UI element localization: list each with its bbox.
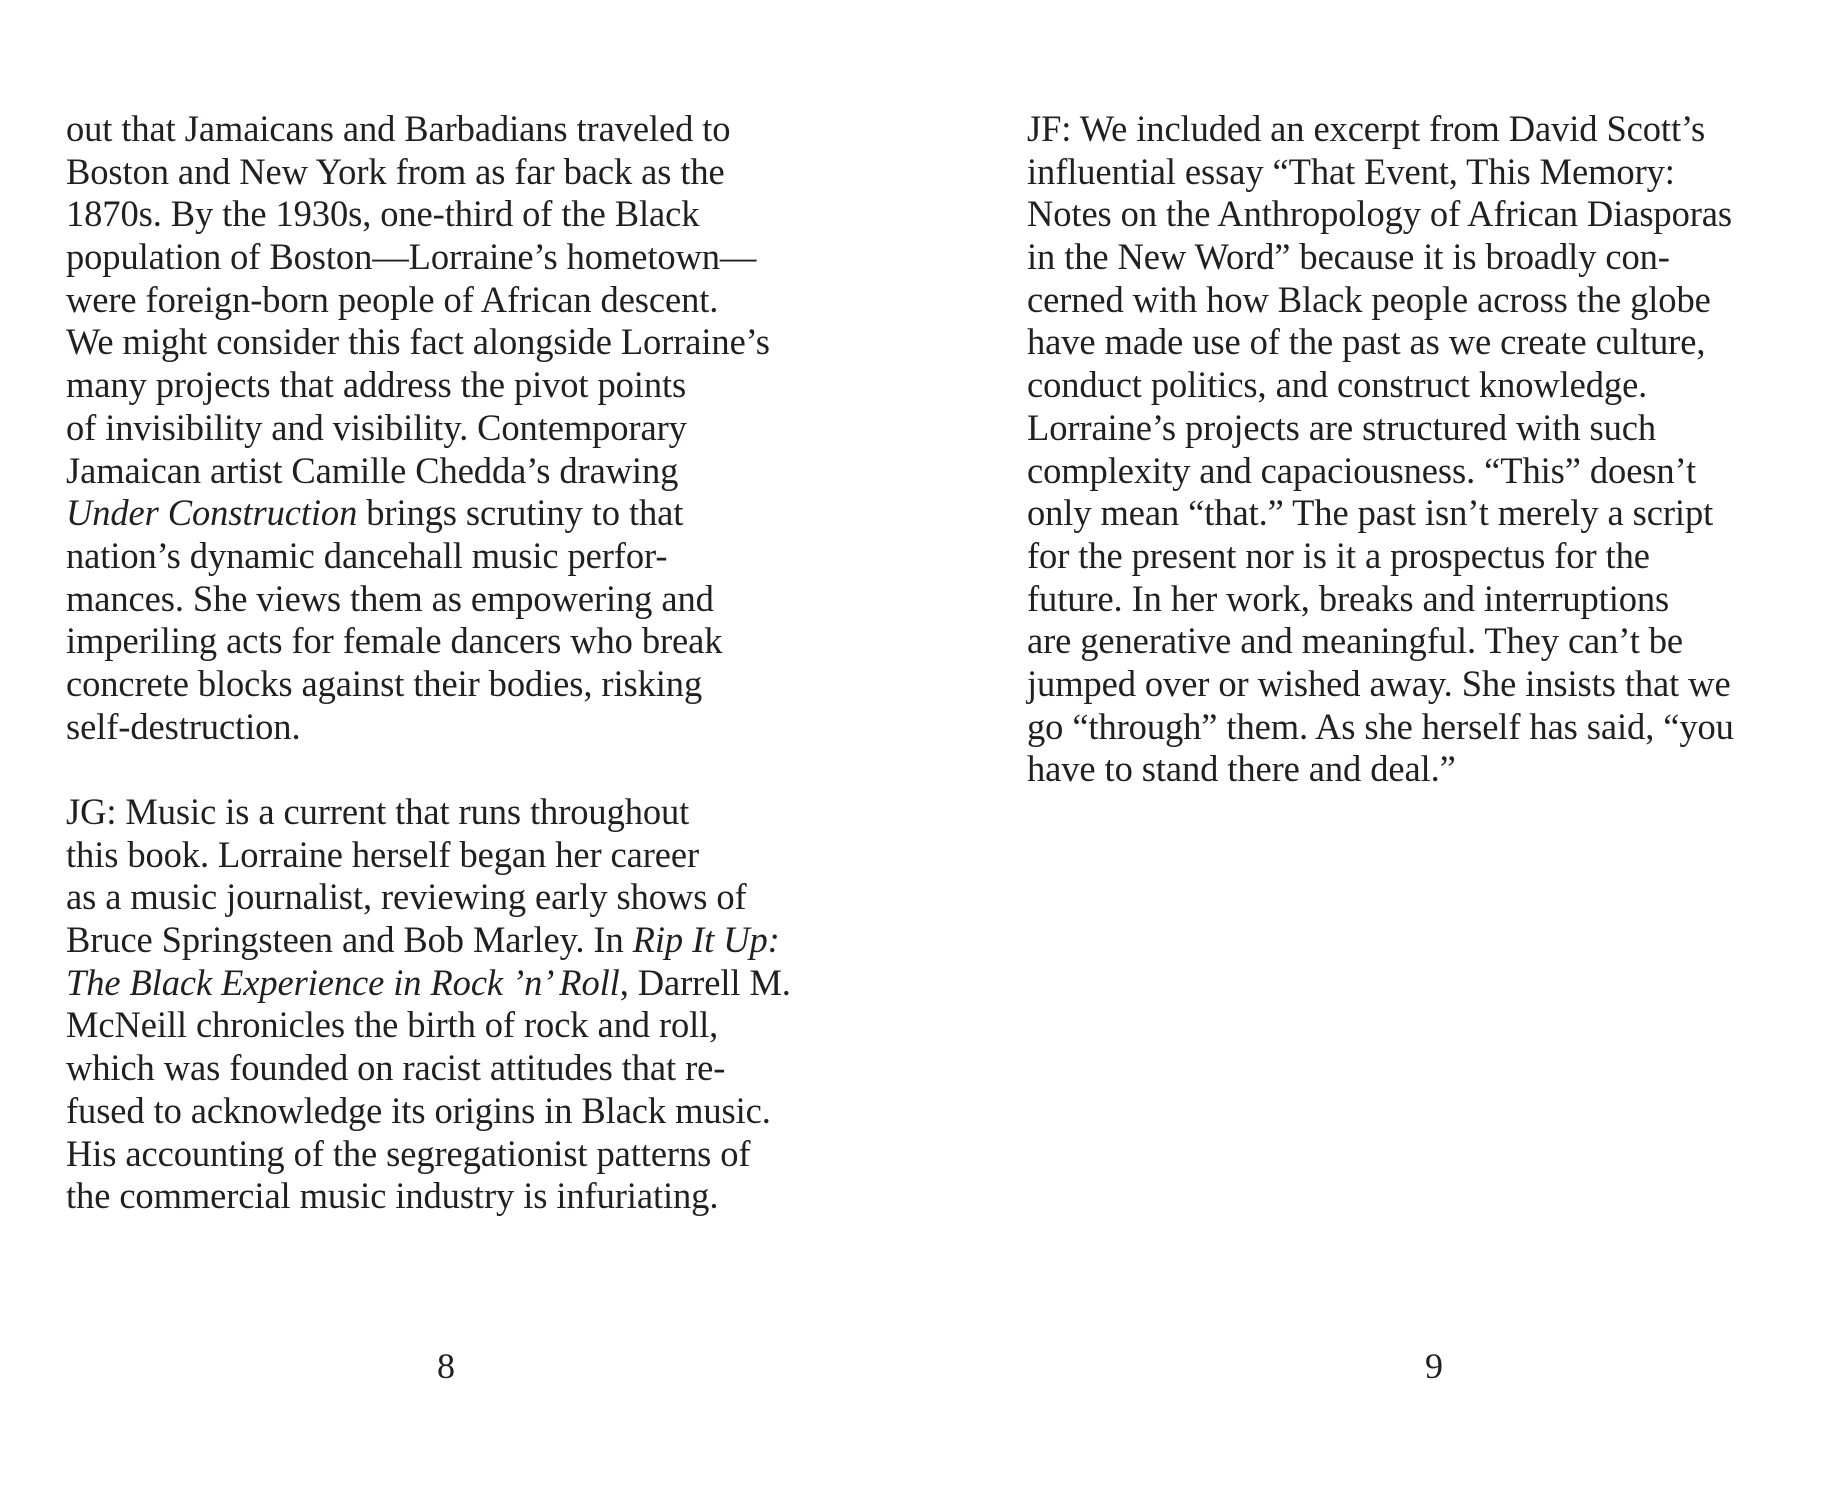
text-line: 1870s. By the 1930s, one-third of the Black: [66, 193, 700, 235]
text-line: nation’s dynamic dancehall music perfor-: [66, 534, 668, 576]
right-page: [921, 0, 1842, 1500]
text-line: many projects that address the pivot points: [66, 364, 687, 406]
text-line: are generative and meaningful. They can’t be: [1027, 620, 1684, 662]
text-line: out that Jamaicans and Barbadians traveled to: [66, 108, 731, 149]
text-line: this book. Lorraine herself began her career: [66, 833, 700, 875]
text-line: cerned with how Black people across the globe: [1027, 278, 1711, 320]
text-line: go “through” them. As she herself has said, “you: [1027, 705, 1734, 747]
text-line: [66, 962, 791, 1005]
text-line: McNeill chronicles the birth of rock and roll,: [66, 1004, 719, 1046]
text-line: Boston and New York from as far back as the: [66, 150, 725, 192]
text-line: the commercial music industry is infuriating.: [66, 1175, 719, 1217]
text-line: influential essay “That Event, This Memory:: [1027, 150, 1675, 192]
page-number: 8: [437, 1346, 455, 1386]
text-line: [66, 492, 791, 535]
text-line: of invisibility and visibility. Contemporary: [66, 406, 687, 448]
text-line: concrete blocks against their bodies, risking: [66, 662, 703, 704]
text-line: for the present nor is it a prospectus for the: [1027, 534, 1650, 576]
text-line: imperiling acts for female dancers who break: [66, 620, 723, 662]
text-line: [66, 919, 791, 962]
text-line: conduct politics, and construct knowledge.: [1027, 364, 1648, 406]
text-line: as a music journalist, reviewing early shows of: [66, 876, 747, 918]
text-line: jumped over or wished away. She insists that we: [1027, 662, 1731, 704]
text-line: JF: We included an excerpt from David Scott’s: [1027, 108, 1706, 149]
text-line: self-destruction.: [66, 705, 301, 747]
text-line: His accounting of the segregationist patterns of: [66, 1132, 751, 1174]
text-line: JG: Music is a current that runs throughout: [66, 791, 690, 832]
text-line: Lorraine’s projects are structured with such: [1027, 406, 1657, 448]
text-line: We might consider this fact alongside Lorraine’s: [66, 321, 770, 363]
text-segment: , Darrell M.: [619, 961, 791, 1003]
book-title: The Black Experience in Rock ’n’ Roll: [66, 961, 620, 1003]
book-title: Rip It Up:: [632, 919, 780, 961]
artwork-title: Under Construction: [66, 492, 358, 534]
text-segment: brings scrutiny to that: [357, 492, 684, 534]
paragraph-gap: [66, 748, 791, 791]
text-line: only mean “that.” The past isn’t merely a script: [1027, 492, 1714, 534]
text-segment: Bruce Springsteen and Bob Marley. In: [66, 919, 633, 961]
text-line: complexity and capaciousness. “This” doesn’t: [1027, 449, 1696, 491]
left-page-text: [66, 108, 791, 1218]
text-line: future. In her work, breaks and interruptions: [1027, 577, 1670, 619]
text-line: population of Boston—Lorraine’s hometown—: [66, 236, 757, 278]
right-page-text: [1027, 108, 1734, 791]
text-line: Notes on the Anthropology of African Diasporas: [1027, 193, 1732, 235]
text-line: mances. She views them as empowering and: [66, 577, 714, 619]
text-line: have made use of the past as we create culture,: [1027, 321, 1706, 363]
text-line: Jamaican artist Camille Chedda’s drawing: [66, 449, 679, 491]
text-line: were foreign-born people of African descent.: [66, 278, 719, 320]
text-line: have to stand there and deal.”: [1027, 748, 1456, 790]
page-number: 9: [1425, 1346, 1443, 1386]
text-line: which was founded on racist attitudes that re-: [66, 1047, 726, 1089]
text-line: fused to acknowledge its origins in Black music.: [66, 1089, 771, 1131]
text-line: in the New Word” because it is broadly con-: [1027, 236, 1670, 278]
